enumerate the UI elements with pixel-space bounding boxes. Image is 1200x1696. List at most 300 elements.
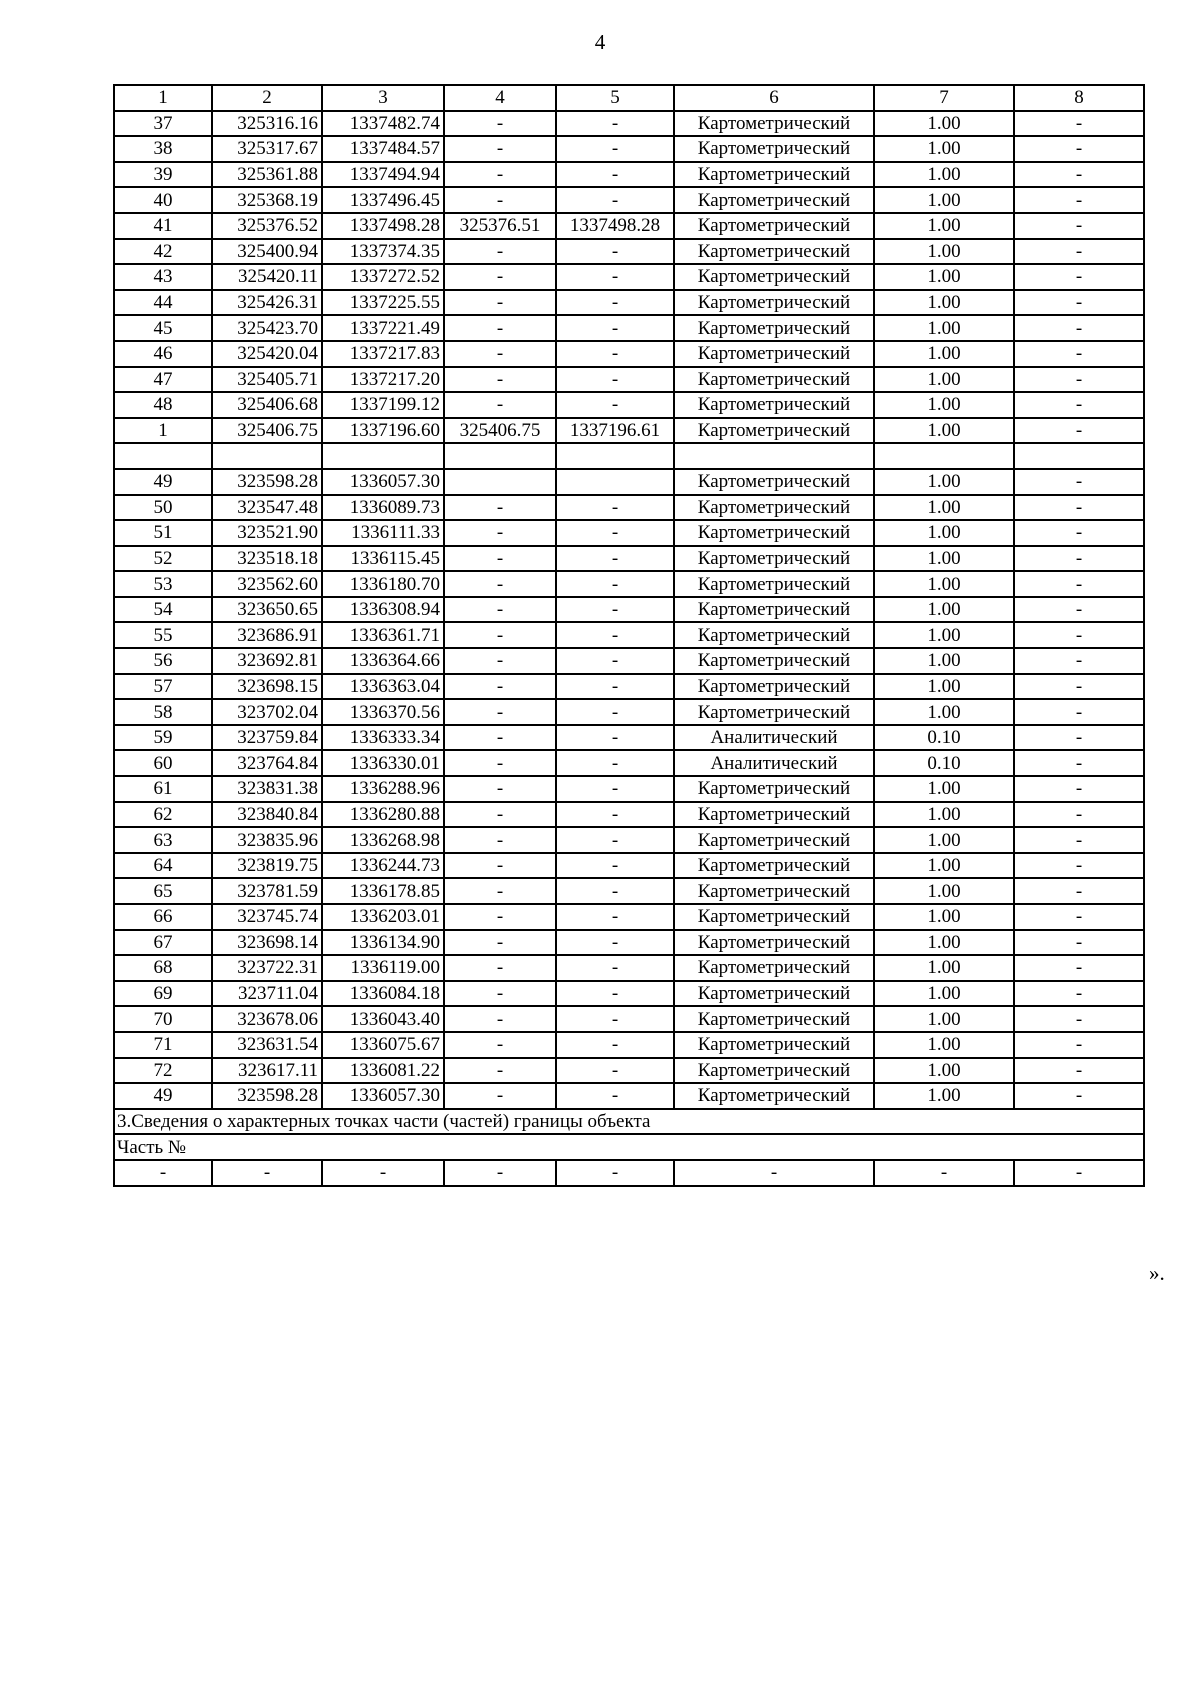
table-cell: 40 (114, 187, 212, 213)
table-cell: 323831.38 (212, 776, 322, 802)
table-row (114, 495, 1144, 521)
table-cell: Картометрический (674, 1058, 874, 1084)
table-cell: 325317.67 (212, 136, 322, 162)
table-row (114, 750, 1144, 776)
table-cell: 323650.65 (212, 597, 322, 623)
table-cell: 1337272.52 (322, 264, 444, 290)
table-cell (444, 469, 556, 495)
table-cell: Картометрический (674, 367, 874, 393)
section-3-row (114, 1109, 1144, 1135)
table-row (114, 699, 1144, 725)
table-cell: 1.00 (874, 136, 1014, 162)
table-cell: 50 (114, 495, 212, 521)
table-cell: 1.00 (874, 290, 1014, 316)
table-cell: 54 (114, 597, 212, 623)
table-row (114, 878, 1144, 904)
empty-part-row (114, 1160, 1144, 1186)
table-cell: Картометрический (674, 878, 874, 904)
table-cell: - (444, 904, 556, 930)
table-row (114, 418, 1144, 444)
table-row (114, 315, 1144, 341)
table-cell: 49 (114, 469, 212, 495)
table-cell: 4 (444, 85, 556, 111)
table-cell: - (444, 1083, 556, 1109)
table-cell: - (556, 111, 674, 137)
coordinates-table-wrapper (113, 84, 1145, 1187)
table-cell: 1.00 (874, 213, 1014, 239)
table-cell: 67 (114, 930, 212, 956)
table-cell: 66 (114, 904, 212, 930)
table-cell: - (1014, 315, 1144, 341)
table-header-row (114, 85, 1144, 111)
table-cell: 1336280.88 (322, 802, 444, 828)
table-cell: Картометрический (674, 213, 874, 239)
table-cell: 325316.16 (212, 111, 322, 137)
table-cell (556, 443, 674, 469)
table-cell: 71 (114, 1032, 212, 1058)
table-cell: - (1014, 802, 1144, 828)
table-cell: - (556, 392, 674, 418)
table-cell: - (556, 495, 674, 521)
table-cell: - (556, 264, 674, 290)
table-cell: Картометрический (674, 239, 874, 265)
table-cell: - (1014, 136, 1144, 162)
table-cell: Картометрический (674, 520, 874, 546)
table-cell: 325420.11 (212, 264, 322, 290)
table-cell: Картометрический (674, 1032, 874, 1058)
table-row (114, 187, 1144, 213)
table-cell: 1.00 (874, 495, 1014, 521)
table-cell: 1336364.66 (322, 648, 444, 674)
table-cell: - (1014, 878, 1144, 904)
table-row (114, 213, 1144, 239)
table-cell: 64 (114, 853, 212, 879)
table-cell: - (556, 520, 674, 546)
table-cell: 38 (114, 136, 212, 162)
table-cell: 53 (114, 571, 212, 597)
table-row (114, 264, 1144, 290)
table-cell: 1337494.94 (322, 162, 444, 188)
table-cell: 323745.74 (212, 904, 322, 930)
table-cell: 325361.88 (212, 162, 322, 188)
table-cell: - (1014, 495, 1144, 521)
table-cell: - (556, 955, 674, 981)
table-cell: 1336180.70 (322, 571, 444, 597)
table-row (114, 776, 1144, 802)
table-cell: 49 (114, 1083, 212, 1109)
table-cell: - (556, 162, 674, 188)
table-cell: - (1014, 264, 1144, 290)
table-cell: - (444, 341, 556, 367)
table-cell: - (1014, 187, 1144, 213)
table-cell: - (556, 725, 674, 751)
table-cell: 1336089.73 (322, 495, 444, 521)
table-cell: 323759.84 (212, 725, 322, 751)
table-cell: - (1014, 367, 1144, 393)
table-cell: - (1014, 239, 1144, 265)
table-cell: Картометрический (674, 546, 874, 572)
table-cell: - (674, 1160, 874, 1186)
table-cell: 1337498.28 (556, 213, 674, 239)
table-cell: 1.00 (874, 827, 1014, 853)
table-row (114, 674, 1144, 700)
table-cell: - (1014, 213, 1144, 239)
table-cell: 323698.15 (212, 674, 322, 700)
table-cell: - (1014, 930, 1144, 956)
table-cell: 37 (114, 111, 212, 137)
table-cell: 325406.75 (444, 418, 556, 444)
table-cell: 325376.52 (212, 213, 322, 239)
table-cell: 325400.94 (212, 239, 322, 265)
table-cell: 1.00 (874, 648, 1014, 674)
table-row (114, 853, 1144, 879)
table-cell: - (1014, 162, 1144, 188)
table-cell: 1.00 (874, 1006, 1014, 1032)
table-row (114, 341, 1144, 367)
table-cell: 1336081.22 (322, 1058, 444, 1084)
table-cell: Картометрический (674, 418, 874, 444)
table-row (114, 1032, 1144, 1058)
table-cell: 46 (114, 341, 212, 367)
table-cell: 60 (114, 750, 212, 776)
table-cell: 1.00 (874, 878, 1014, 904)
table-cell: Картометрический (674, 597, 874, 623)
table-cell: 1337374.35 (322, 239, 444, 265)
table-cell: - (444, 827, 556, 853)
table-cell: 1.00 (874, 111, 1014, 137)
table-row (114, 827, 1144, 853)
part-number-row (114, 1134, 1144, 1160)
table-cell: - (444, 597, 556, 623)
table-cell: - (1014, 955, 1144, 981)
table-cell: 3 (322, 85, 444, 111)
table-cell: - (444, 571, 556, 597)
table-cell: 1.00 (874, 1058, 1014, 1084)
table-row (114, 392, 1144, 418)
table-cell: Картометрический (674, 955, 874, 981)
table-cell: - (1014, 904, 1144, 930)
table-cell: 323518.18 (212, 546, 322, 572)
table-cell: 1336057.30 (322, 469, 444, 495)
table-cell: Картометрический (674, 853, 874, 879)
part-number-label: Часть № (114, 1134, 1144, 1160)
table-cell: Картометрический (674, 162, 874, 188)
table-cell: 1.00 (874, 367, 1014, 393)
table-cell: 1337217.83 (322, 341, 444, 367)
table-cell: 1337217.20 (322, 367, 444, 393)
table-cell: 1.00 (874, 981, 1014, 1007)
table-cell: 1336333.34 (322, 725, 444, 751)
table-cell: - (1014, 597, 1144, 623)
table-cell: 1336308.94 (322, 597, 444, 623)
table-cell: - (1014, 648, 1144, 674)
table-cell: 1336203.01 (322, 904, 444, 930)
table-cell: - (1014, 341, 1144, 367)
table-cell: - (444, 1032, 556, 1058)
table-row (114, 725, 1144, 751)
table-cell: - (1014, 1058, 1144, 1084)
table-cell: 1336111.33 (322, 520, 444, 546)
table-cell: 323781.59 (212, 878, 322, 904)
table-cell: 59 (114, 725, 212, 751)
table-cell: 325368.19 (212, 187, 322, 213)
table-row (114, 469, 1144, 495)
table-cell: 323547.48 (212, 495, 322, 521)
table-cell: 1.00 (874, 520, 1014, 546)
table-cell: - (1014, 750, 1144, 776)
table-cell: - (444, 1160, 556, 1186)
table-cell: Картометрический (674, 930, 874, 956)
table-cell: - (556, 367, 674, 393)
table-cell: 1.00 (874, 1032, 1014, 1058)
table-cell: 325406.75 (212, 418, 322, 444)
table-cell: 52 (114, 546, 212, 572)
table-cell: 41 (114, 213, 212, 239)
table-cell: 323722.31 (212, 955, 322, 981)
table-cell (1014, 443, 1144, 469)
table-cell: - (1014, 699, 1144, 725)
table-cell: - (556, 290, 674, 316)
table-cell: - (556, 827, 674, 853)
table-cell: - (1014, 674, 1144, 700)
table-row (114, 930, 1144, 956)
table-cell (556, 469, 674, 495)
table-cell: - (444, 802, 556, 828)
table-cell: 323598.28 (212, 1083, 322, 1109)
table-cell: 1337196.60 (322, 418, 444, 444)
table-cell: 1.00 (874, 264, 1014, 290)
table-cell: - (444, 264, 556, 290)
table-cell: 43 (114, 264, 212, 290)
table-cell: 323840.84 (212, 802, 322, 828)
table-cell: Картометрический (674, 469, 874, 495)
table-cell: 323631.54 (212, 1032, 322, 1058)
table-cell: 1336075.67 (322, 1032, 444, 1058)
table-cell: 323702.04 (212, 699, 322, 725)
table-cell: 1.00 (874, 162, 1014, 188)
table-cell: 1336268.98 (322, 827, 444, 853)
table-row (114, 111, 1144, 137)
table-row (114, 239, 1144, 265)
table-cell: 1.00 (874, 571, 1014, 597)
table-row (114, 981, 1144, 1007)
table-cell: - (444, 520, 556, 546)
table-cell: 1336363.04 (322, 674, 444, 700)
table-cell: 323711.04 (212, 981, 322, 1007)
table-cell: - (556, 315, 674, 341)
table-cell: 8 (1014, 85, 1144, 111)
table-cell: Картометрический (674, 904, 874, 930)
table-row (114, 955, 1144, 981)
table-cell: - (444, 546, 556, 572)
table-row (114, 648, 1144, 674)
table-cell: Аналитический (674, 725, 874, 751)
table-row (114, 1083, 1144, 1109)
table-cell: Картометрический (674, 290, 874, 316)
table-cell: - (556, 853, 674, 879)
table-cell: - (556, 597, 674, 623)
table-cell: 1336084.18 (322, 981, 444, 1007)
table-cell: 1337225.55 (322, 290, 444, 316)
table-cell: - (444, 495, 556, 521)
table-cell: 325376.51 (444, 213, 556, 239)
table-cell: 325406.68 (212, 392, 322, 418)
table-cell: 47 (114, 367, 212, 393)
table-cell: 7 (874, 85, 1014, 111)
table-cell: - (1014, 725, 1144, 751)
table-cell: 325423.70 (212, 315, 322, 341)
table-cell (874, 443, 1014, 469)
table-cell: Картометрический (674, 264, 874, 290)
table-cell: 5 (556, 85, 674, 111)
table-cell: 323678.06 (212, 1006, 322, 1032)
table-cell: - (556, 699, 674, 725)
table-cell (444, 443, 556, 469)
table-cell: Картометрический (674, 648, 874, 674)
table-cell: 51 (114, 520, 212, 546)
table-cell: 1.00 (874, 597, 1014, 623)
table-cell: - (1014, 520, 1144, 546)
table-cell: 323521.90 (212, 520, 322, 546)
table-cell: - (444, 136, 556, 162)
table-cell: 1336178.85 (322, 878, 444, 904)
table-cell: 323835.96 (212, 827, 322, 853)
table-cell: 1.00 (874, 546, 1014, 572)
table-cell: - (556, 930, 674, 956)
table-cell: Картометрический (674, 315, 874, 341)
table-cell: 1.00 (874, 802, 1014, 828)
table-cell: - (556, 1160, 674, 1186)
table-cell: - (444, 699, 556, 725)
table-cell: 323819.75 (212, 853, 322, 879)
table-row (114, 802, 1144, 828)
table-cell: 1336119.00 (322, 955, 444, 981)
table-cell: Картометрический (674, 622, 874, 648)
table-cell: Картометрический (674, 981, 874, 1007)
table-cell: - (556, 674, 674, 700)
table-cell: - (1014, 469, 1144, 495)
table-cell: Картометрический (674, 827, 874, 853)
table-cell: 1.00 (874, 418, 1014, 444)
table-cell: Картометрический (674, 1083, 874, 1109)
table-cell: 0.10 (874, 750, 1014, 776)
table-cell: - (444, 290, 556, 316)
table-cell: 1 (114, 85, 212, 111)
table-cell: - (444, 187, 556, 213)
table-cell: - (444, 725, 556, 751)
coordinates-table (113, 84, 1145, 1187)
table-cell: 55 (114, 622, 212, 648)
table-cell: 1337496.45 (322, 187, 444, 213)
table-cell: 1336057.30 (322, 1083, 444, 1109)
table-cell: 1.00 (874, 699, 1014, 725)
table-cell: - (444, 1006, 556, 1032)
table-cell (212, 443, 322, 469)
table-cell: - (1014, 1160, 1144, 1186)
table-row (114, 622, 1144, 648)
table-cell: 1.00 (874, 469, 1014, 495)
table-cell: 1.00 (874, 341, 1014, 367)
table-cell: 69 (114, 981, 212, 1007)
table-cell: Аналитический (674, 750, 874, 776)
section-3-title: 3.Сведения о характерных точках части (частей) границы объекта (114, 1109, 1144, 1135)
table-cell: 70 (114, 1006, 212, 1032)
table-cell: 42 (114, 239, 212, 265)
table-cell: - (444, 776, 556, 802)
table-cell: 58 (114, 699, 212, 725)
table-cell: - (322, 1160, 444, 1186)
table-cell: - (556, 802, 674, 828)
closing-quote-mark: ». (1149, 1261, 1165, 1285)
table-cell: 1.00 (874, 187, 1014, 213)
table-row (114, 136, 1144, 162)
table-cell: - (556, 981, 674, 1007)
table-cell: 1337196.61 (556, 418, 674, 444)
table-row (114, 571, 1144, 597)
table-cell: - (556, 187, 674, 213)
table-cell: 1336244.73 (322, 853, 444, 879)
table-cell: - (1014, 853, 1144, 879)
table-cell: 6 (674, 85, 874, 111)
table-cell: Картометрический (674, 392, 874, 418)
table-cell: - (444, 930, 556, 956)
table-cell: - (1014, 571, 1144, 597)
table-cell: 1336361.71 (322, 622, 444, 648)
table-cell: 1336134.90 (322, 930, 444, 956)
table-cell: 1.00 (874, 1083, 1014, 1109)
page-number: 4 (594, 30, 606, 54)
table-cell: - (556, 341, 674, 367)
table-cell: Картометрический (674, 699, 874, 725)
table-cell: - (1014, 981, 1144, 1007)
table-cell: 1.00 (874, 674, 1014, 700)
table-cell: - (444, 162, 556, 188)
table-cell: 68 (114, 955, 212, 981)
table-cell: 44 (114, 290, 212, 316)
table-cell: 1336288.96 (322, 776, 444, 802)
table-cell: 48 (114, 392, 212, 418)
table-cell: 1.00 (874, 776, 1014, 802)
table-cell: 1.00 (874, 955, 1014, 981)
table-cell: - (874, 1160, 1014, 1186)
table-cell: Картометрический (674, 571, 874, 597)
table-cell: Картометрический (674, 341, 874, 367)
table-cell: - (444, 367, 556, 393)
table-cell (322, 443, 444, 469)
table-cell: - (556, 571, 674, 597)
table-cell: 65 (114, 878, 212, 904)
table-row (114, 597, 1144, 623)
table-cell: 323686.91 (212, 622, 322, 648)
table-cell: 1.00 (874, 315, 1014, 341)
table-cell: 323764.84 (212, 750, 322, 776)
table-cell: 1337221.49 (322, 315, 444, 341)
table-cell: Картометрический (674, 187, 874, 213)
table-cell: 1.00 (874, 930, 1014, 956)
table-cell: 56 (114, 648, 212, 674)
table-cell: - (1014, 111, 1144, 137)
table-cell: Картометрический (674, 776, 874, 802)
table-cell: - (1014, 1032, 1144, 1058)
table-cell: 1337482.74 (322, 111, 444, 137)
table-cell (114, 443, 212, 469)
table-cell (674, 443, 874, 469)
table-cell: - (114, 1160, 212, 1186)
table-cell: - (556, 776, 674, 802)
table-row (114, 290, 1144, 316)
table-cell: 1 (114, 418, 212, 444)
table-cell: - (556, 546, 674, 572)
